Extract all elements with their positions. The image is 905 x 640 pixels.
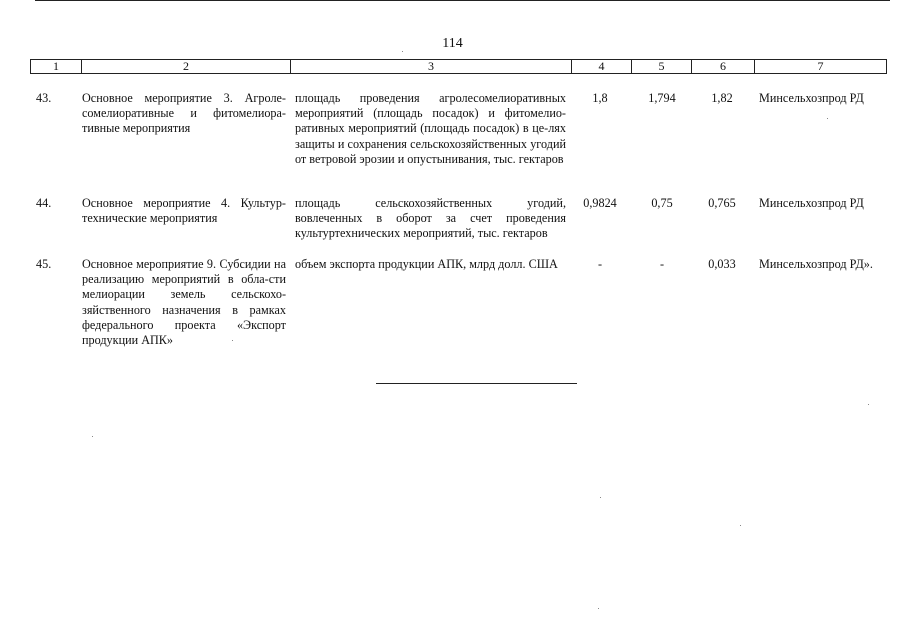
column-number-header (30, 59, 887, 74)
value-col-5: - (659, 257, 665, 271)
scan-speck (600, 497, 601, 498)
header-col-3: 3 (291, 60, 572, 74)
header-col-7: 7 (755, 60, 887, 74)
value-col-5: 0,75 (651, 196, 673, 210)
value-col-6: 0,765 (708, 196, 736, 210)
value-col-4: 1,8 (592, 91, 608, 105)
value-col-6: 1,82 (711, 91, 733, 105)
event-name: Основное мероприятие 4. Культур-технические мероприятия (82, 196, 286, 226)
header-col-6: 6 (692, 60, 755, 74)
responsible-executor: Минсельхозпрод РД (759, 196, 864, 210)
indicator-name: площадь проведения агролесомелиоративных мероприятий (площадь посадок) и фитомелио-ративных мероприятий (площадь посадок) в це-лях защиты и сохранения сельскохозяйственных угодий от ветровой эрозии и опустынивания, тыс. гектаров (295, 91, 566, 166)
responsible-executor: Минсельхозпрод РД (759, 91, 864, 105)
value-col-5: 1,794 (648, 91, 676, 105)
scan-speck (827, 118, 828, 119)
header-col-4: 4 (572, 60, 632, 74)
indicator-name: площадь сельскохозяйственных угодий, вовлеченных в оборот за счет проведения культуртехнических мероприятий, тыс. гектаров (295, 196, 566, 241)
scan-speck (598, 608, 599, 609)
scan-speck (92, 436, 93, 437)
value-col-6: 0,033 (708, 257, 736, 271)
row-number: 44. (36, 196, 52, 210)
row-number: 43. (36, 91, 52, 105)
header-row (31, 60, 887, 74)
value-col-4: 0,9824 (583, 196, 617, 210)
value-col-4: - (597, 257, 603, 271)
event-name: Основное мероприятие 9. Субсидии на реализацию мероприятий в обла-сти мелиорации земель сельскохо-зяйственного назначения в рамках федерального проекта «Экспорт продукции АПК» (82, 257, 286, 348)
page-number: 114 (442, 36, 463, 51)
scan-speck (402, 51, 403, 52)
header-col-2: 2 (82, 60, 291, 74)
scan-top-edge (35, 0, 890, 1)
responsible-executor: Минсельхозпрод РД». (759, 257, 873, 271)
header-col-1: 1 (31, 60, 82, 74)
row-number: 45. (36, 257, 52, 271)
header-col-5: 5 (632, 60, 692, 74)
indicator-name: объем экспорта продукции АПК, млрд долл. США (295, 257, 558, 271)
event-name: Основное мероприятие 3. Агроле-сомелиоративные и фитомелиора-тивные мероприятия (82, 91, 286, 136)
end-separator-line (376, 383, 577, 384)
scan-speck (868, 404, 869, 405)
scan-speck (740, 525, 741, 526)
scan-speck (232, 340, 233, 341)
